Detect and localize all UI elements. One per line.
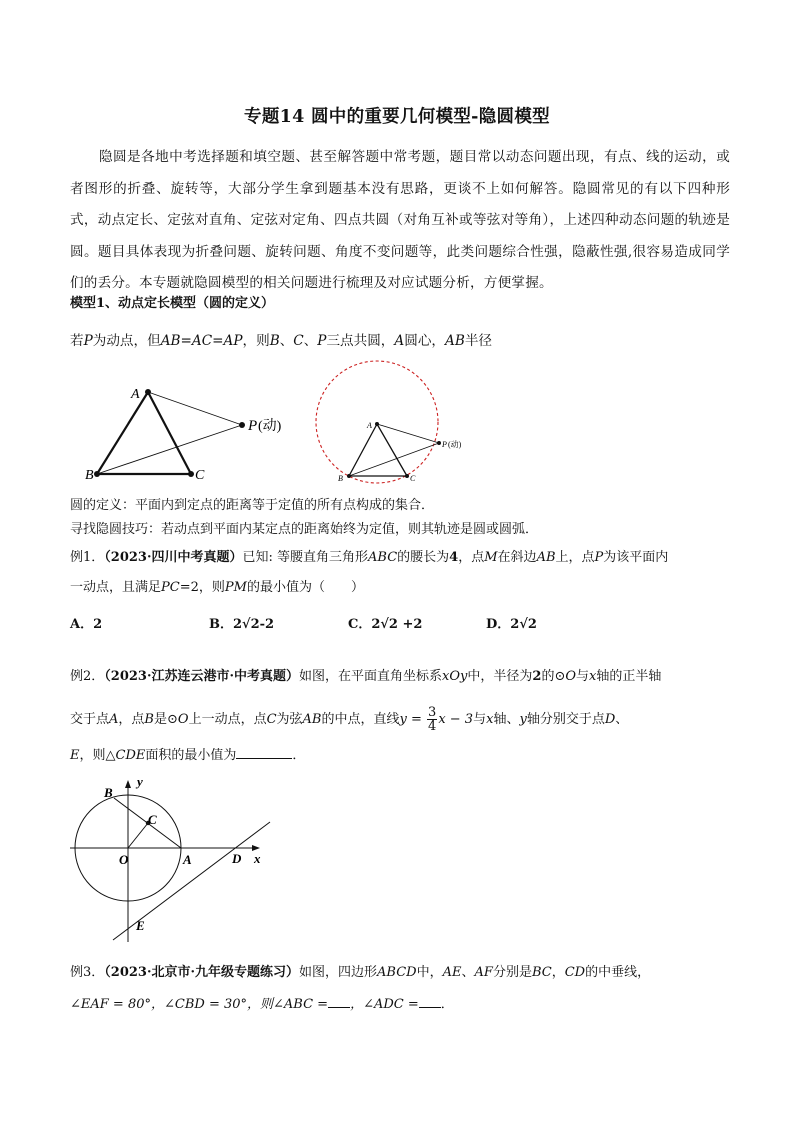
fig1-label-a: A [131, 387, 140, 402]
ex2-fig-label-o: O [119, 852, 129, 867]
ex2-fig-label-d: D [232, 851, 242, 866]
ex3-line1: 例3．（2023·北京市·九年级专题练习）如图，四边形ABCD中，AE、AF分别是BC，CD的中垂线， [70, 965, 651, 980]
ex2-fig-label-e: E [136, 918, 145, 933]
intro-paragraph: 隐圆是各地中考选择题和填空题、甚至解答题中常考题，题目常以动态问题出现，有点、线的运动，或者图形的折叠、旋转等，大部分学生拿到题基本没有思路，更谈不上如何解答。隐圆常见的有以下四种形式，动点定长、定弦对直角、定弦对定角、四点共圆（对角互补或等弦对等角），上述四种动态问题的轨迹是圆。题目具体表现为折叠问题、旋转问题、角度不变问题等，此类问题综合性强，隐蔽性强,很容易造成同学们的丢分。本专题就隐圆模型的相关问题进行梳理及对应试题分析，方便掌握。 [70, 149, 730, 291]
ex2-coordinate-figure [70, 772, 275, 944]
fig2-label-a: A [367, 421, 372, 430]
fig1-label-b: B [85, 468, 94, 483]
ex2-fig-label-y: y [137, 774, 143, 789]
ex2-answer-blank[interactable] [236, 746, 292, 759]
ex1-line1: 例1．（2023·四川中考真题）已知: 等腰直角三角形ABC的腰长为4，点M在斜边AB上，点P为该平面内 [70, 550, 669, 565]
ex1-option-b[interactable]: B．2√2-2 [209, 617, 275, 632]
fig2-label-b: B [338, 474, 343, 483]
ex1-option-d[interactable]: D．2√2 [486, 617, 537, 632]
fig1-label-dong: (动) [258, 419, 282, 434]
circle-definition: 圆的定义：平面内到定点的距离等于定值的所有点构成的集合． [70, 498, 435, 513]
ex3-line2: ∠EAF = 80°，∠CBD = 30°，则∠ABC = ，∠ADC = ． [70, 997, 454, 1012]
ex2-line2: 交于点A，点B是⊙O上一动点，点C为弦AB的中点，直线y = $\frac{3}{4}$ x − 3与x轴、y轴分别交于点D、 [70, 705, 629, 734]
model1-heading: 模型1、动点定长模型（圆的定义） [70, 296, 275, 311]
model1-triangle-figure [80, 380, 300, 485]
model1-circle-figure [310, 350, 485, 490]
hidden-circle-tip: 寻找隐圆技巧：若动点到平面内某定点的距离始终为定值，则其轨迹是圆或圆弧． [70, 522, 539, 537]
fig2-label-c: C [410, 474, 416, 483]
fig1-label-c: C [195, 468, 205, 483]
page-title: 专题14 圆中的重要几何模型-隐圆模型 [244, 107, 550, 127]
model1-statement: 若P为动点，但AB=AC=AP，则B、C、P三点共圆，A圆心，AB半径 [70, 333, 493, 349]
ex3-answer-blank-adc[interactable] [419, 995, 441, 1008]
ex1-line2: 一动点，且满足PC=2，则PM的最小值为（ ） [70, 580, 364, 595]
ex1-option-a[interactable]: A．2 [70, 617, 103, 632]
ex2-fig-label-c: C [148, 812, 157, 827]
ex2-fig-label-a: A [183, 852, 192, 867]
ex2-line1: 例2．（2023·江苏连云港市·中考真题）如图，在平面直角坐标系xOy中，半径为2的⊙O与x轴的正半轴 [70, 669, 662, 684]
fig2-label-dong: (动) [448, 440, 462, 449]
ex1-option-c[interactable]: C．2√2 +2 [348, 617, 423, 632]
ex2-line3: E，则△CDE面积的最小值为 ． [70, 748, 306, 763]
fraction-three-fourths: $\frac{3}{4}$ [428, 705, 437, 734]
ex2-fig-label-x: x [254, 851, 261, 866]
fig2-label-p: P [442, 440, 447, 449]
ex2-fig-label-b: B [104, 785, 113, 800]
fig1-label-p: P [248, 418, 258, 434]
ex3-answer-blank-abc[interactable] [328, 995, 350, 1008]
